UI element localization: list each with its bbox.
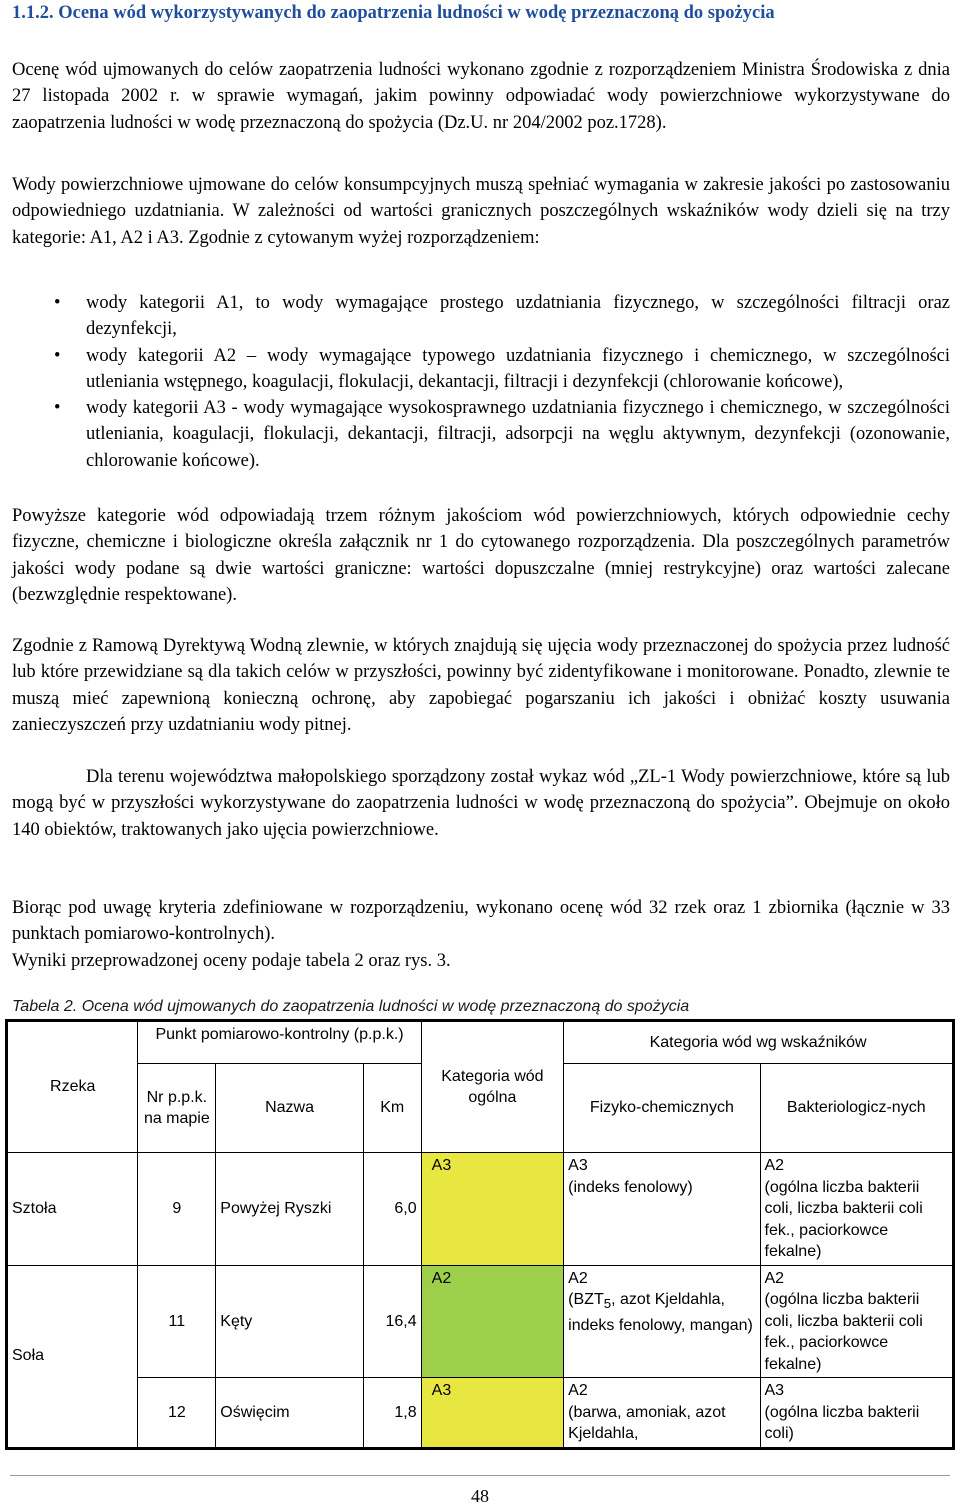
footer-divider (10, 1475, 950, 1476)
cell-nr: 9 (138, 1153, 216, 1266)
cell-fizyko: A3 (indeks fenolowy) (564, 1153, 760, 1266)
header-nazwa: Nazwa (216, 1064, 364, 1153)
table-caption: Tabela 2. Ocena wód ujmowanych do zaopatrzenia ludności w wodę przeznaczoną do spożycia (12, 998, 690, 1015)
cell-km: 16,4 (363, 1265, 421, 1378)
header-nr: Nr p.p.k. na mapie (138, 1064, 216, 1153)
paragraph-quality: Powyższe kategorie wód odpowiadają trzem różnym jakościom wód powierzchniowych, których odpowiednie cechy fizyczne, chemiczne i biologiczne określa załącznik nr 1 do cytowanego rozporządzenia. Dla poszczególnych parametrów jakości wody podane są dwie wartości graniczne: wartości dopuszczalne (mniej restrykcyjne) oraz wartości zalecane (bezwzględnie respektowane). (12, 506, 950, 605)
cell-fizyko-text: A2 (BZT (568, 1269, 604, 1308)
list-item-a1 (12, 290, 950, 343)
assessment-table (5, 1019, 955, 1450)
cell-nr: 11 (138, 1265, 216, 1378)
cell-bakterio: A2 (ogólna liczba bakterii coli, liczba bakterii coli fek., paciorkowce fekalne) (760, 1265, 954, 1378)
paragraph-intro: Ocenę wód ujmowanych do celów zaopatrzenia ludności wykonano zgodnie z rozporządzeniem Ministra Środowiska z dnia 27 listopada 2002 r. w sprawie wymagań, jakim powinny odpowiadać wody powierzchniowe wykorzystywane do zaopatrzenia ludności w wodę przeznaczoną do spożycia (Dz.U. nr 204/2002 poz.1728). (12, 60, 950, 133)
cell-fizyko: A2 (barwa, amoniak, azot Kjeldahla, (564, 1378, 760, 1449)
cell-fizyko-sub: 5 (603, 1296, 612, 1312)
header-fizyko: Fizyko-chemicznych (564, 1064, 760, 1153)
page-number: 48 (471, 1486, 489, 1506)
bullet-icon: • (54, 345, 61, 366)
paragraph-results: Wyniki przeprowadzonej oceny podaje tabela 2 oraz rys. 3. (12, 951, 451, 971)
cell-kategoria: A2 (421, 1265, 564, 1378)
table-row (7, 1265, 954, 1378)
cell-fizyko (564, 1265, 760, 1378)
cell-nazwa: Powyżej Ryszki (216, 1153, 364, 1266)
cell-kategoria: A3 (421, 1153, 564, 1266)
category-list (12, 290, 950, 474)
cell-rzeka: Soła (7, 1265, 138, 1448)
paragraph-categories: Wody powierzchniowe ujmowane do celów konsumpcyjnych muszą spełniać wymagania w zakresie jakości po zastosowaniu odpowiedniego uzdatniania. W zależności od wartości granicznych poszczególnych wskaźników wody dzieli się na trzy kategorie: A1, A2 i A3. Zgodnie z cytowanym wyżej rozporządzeniem: (12, 175, 950, 248)
paragraph-assessment: Biorąc pod uwagę kryteria zdefiniowane w rozporządzeniu, wykonano ocenę wód 32 rzek oraz 1 zbiornika (łącznie w 33 punktach pomiarowo-kontrolnych). (12, 898, 950, 945)
cell-kategoria: A3 (421, 1378, 564, 1449)
list-item-text: wody kategorii A3 - wody wymagające wysokosprawnego uzdatniania fizycznego i chemicznego, w szczególności utleniania, koagulacji, flokulacji, dekantacji, filtracji, adsorpcji na węglu aktywnym, dezynfekcji (ozonowanie, chlorowanie końcowe). (86, 398, 950, 471)
cell-km: 6,0 (363, 1153, 421, 1266)
cell-nazwa: Oświęcim (216, 1378, 364, 1449)
list-item-a3 (12, 395, 950, 474)
list-item-a2 (12, 343, 950, 396)
list-item-text: wody kategorii A2 – wody wymagające typowego uzdatniania fizycznego i chemicznego, w szczególności utleniania wstępnego, koagulacji, flokulacji, dekantacji, filtracji i dezynfekcji (chlorowanie końcowe), (86, 345, 950, 392)
bullet-icon: • (54, 398, 61, 419)
table-row (7, 1153, 954, 1266)
cell-nazwa: Kęty (216, 1265, 364, 1378)
cell-rzeka: Sztoła (7, 1153, 138, 1266)
table-row (7, 1378, 954, 1449)
paragraph-list-zl1-text: Dla terenu województwa małopolskiego sporządzony został wykaz wód „ZL-1 Wody powierzchniowe, które są lub mogą być w przyszłości wykorzystywane do zaopatrzenia ludności w wodę przeznaczoną do spożycia”. Obejmuje on około 140 obiektów, traktowanych jako ujęcia powierzchniowe. (12, 767, 950, 840)
header-bakterio: Bakteriologicz-nych (760, 1064, 954, 1153)
paragraph-directive: Zgodnie z Ramową Dyrektywą Wodną zlewnie, w których znajdują się ujęcia wody przeznaczonej do spożycia przez ludność lub które przewidziane są dla takich celów w przyszłości, powinny być zidentyfikowane i monitorowane. Ponadto, zlewnie te muszą mieć zapewnioną konieczną ochronę, aby zapobiegać pogarszaniu ich jakości i obniżać koszty usuwania zanieczyszczeń przy uzdatnianiu wody pitnej. (12, 636, 950, 735)
cell-bakterio: A2 (ogólna liczba bakterii coli, liczba bakterii coli fek., paciorkowce fekalne) (760, 1153, 954, 1266)
header-km: Km (363, 1064, 421, 1153)
header-kategoria-wskazniki: Kategoria wód wg wskaźników (564, 1021, 954, 1064)
bullet-icon: • (54, 293, 61, 313)
cell-km: 1,8 (363, 1378, 421, 1449)
section-heading: 1.1.2. Ocena wód wykorzystywanych do zaopatrzenia ludności w wodę przeznaczoną do spożycia (12, 3, 775, 23)
cell-fizyko-text-rest: , azot Kjeldahla, indeks fenolowy, mangan) (568, 1291, 753, 1334)
list-item-text: wody kategorii A1, to wody wymagające prostego uzdatniania fizycznego, w szczególności filtracji oraz dezynfekcji, (86, 293, 950, 340)
header-kategoria-ogolna: Kategoria wód ogólna (421, 1021, 564, 1153)
header-punkt: Punkt pomiarowo-kontrolny (p.p.k.) (138, 1021, 421, 1064)
paragraph-list-zl1 (12, 764, 950, 843)
cell-nr: 12 (138, 1378, 216, 1449)
cell-bakterio: A3 (ogólna liczba bakterii coli) (760, 1378, 954, 1449)
header-rzeka: Rzeka (7, 1021, 138, 1153)
